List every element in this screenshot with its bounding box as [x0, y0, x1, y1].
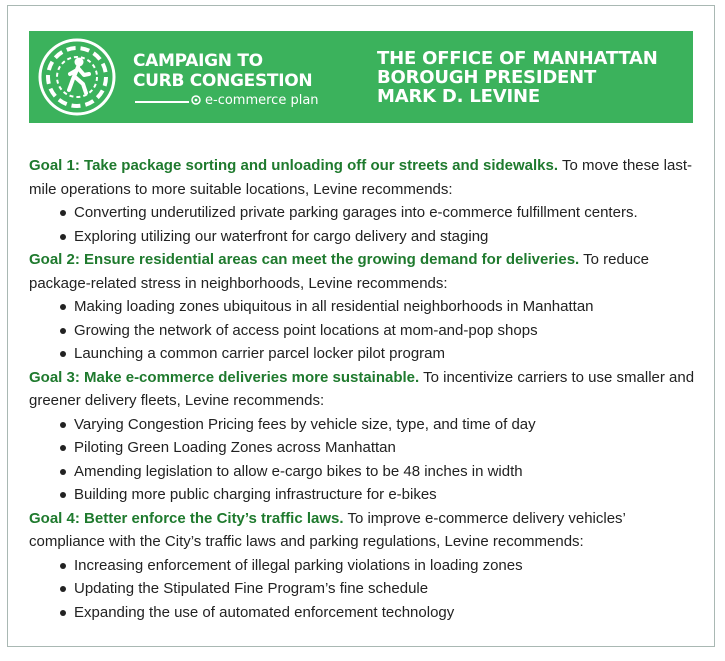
- goal-heading: Ensure residential areas can meet the growing demand for deliveries.: [84, 251, 580, 268]
- goal-heading: Take package sorting and unloading off our streets and sidewalks.: [84, 157, 559, 174]
- speed-line-decoration: [135, 101, 189, 103]
- list-item: Amending legislation to allow e-cargo bikes to be 48 inches in width: [74, 460, 699, 484]
- goals-content: [29, 154, 699, 624]
- list-item: Varying Congestion Pricing fees by vehicle size, type, and time of day: [74, 413, 699, 437]
- goal-2-paragraph: [29, 248, 699, 295]
- goal-heading: Better enforce the City’s traffic laws.: [84, 509, 344, 527]
- goal-intro: To incentivize carriers to use smaller and greener delivery fleets, Levine recommends:: [29, 368, 695, 409]
- goal-intro: To move these last-mile operations to more suitable locations, Levine recommends:: [29, 157, 692, 198]
- goal-intro: To reduce package-related stress in neighborhoods, Levine recommends:: [29, 251, 649, 292]
- goal-2-recommendations: [29, 295, 699, 366]
- list-item: Increasing enforcement of illegal parking violations in loading zones: [74, 554, 699, 578]
- office-title-line-1: THE OFFICE OF MANHATTAN: [377, 48, 658, 69]
- goal-label: Goal 1:: [29, 157, 80, 174]
- list-item: Exploring utilizing our waterfront for cargo delivery and staging: [74, 225, 699, 249]
- list-item: Making loading zones ubiquitous in all residential neighborhoods in Manhattan: [74, 295, 699, 319]
- campaign-title-line-1: CAMPAIGN TO: [133, 51, 263, 71]
- goal-3-recommendations: [29, 413, 699, 507]
- list-item: Launching a common carrier parcel locker pilot program: [74, 342, 699, 366]
- campaign-title: [133, 51, 333, 110]
- list-item: Growing the network of access point locations at mom-and-pop shops: [74, 319, 699, 343]
- goal-3-paragraph: [29, 366, 699, 413]
- list-item: Updating the Stipulated Fine Program’s fine schedule: [74, 577, 699, 601]
- goal-heading: Make e-commerce deliveries more sustainable.: [84, 368, 420, 386]
- campaign-title-line-2: CURB CONGESTION: [133, 71, 313, 91]
- goal-1-paragraph: [29, 154, 699, 201]
- list-item: Piloting Green Loading Zones across Manhattan: [74, 436, 699, 460]
- list-item: Building more public charging infrastructure for e-bikes: [74, 483, 699, 507]
- goal-label: Goal 3:: [29, 368, 80, 386]
- list-item: Expanding the use of automated enforcement technology: [74, 601, 699, 625]
- goal-4-paragraph: [29, 507, 699, 554]
- campaign-subtitle: [133, 92, 333, 110]
- goal-intro: To improve e-commerce delivery vehicles’ compliance with the City’s traffic laws and parking regulations, Levine recommends:: [29, 509, 626, 550]
- list-item: Converting underutilized private parking garages into e-commerce fulfillment centers.: [74, 201, 699, 225]
- pedestrian-speed-circle-icon: [37, 37, 117, 117]
- goal-4-recommendations: [29, 554, 699, 625]
- campaign-subtitle-text: e-commerce plan: [205, 93, 319, 108]
- goal-label: Goal 2:: [29, 251, 80, 268]
- office-title-line-3: MARK D. LEVINE: [377, 86, 540, 107]
- office-title-line-2: BOROUGH PRESIDENT: [377, 67, 597, 88]
- cart-bubble-icon: [191, 95, 201, 105]
- goal-label: Goal 4:: [29, 509, 80, 527]
- header-banner: [29, 31, 693, 123]
- goal-1-recommendations: [29, 201, 699, 248]
- office-title: [377, 49, 687, 106]
